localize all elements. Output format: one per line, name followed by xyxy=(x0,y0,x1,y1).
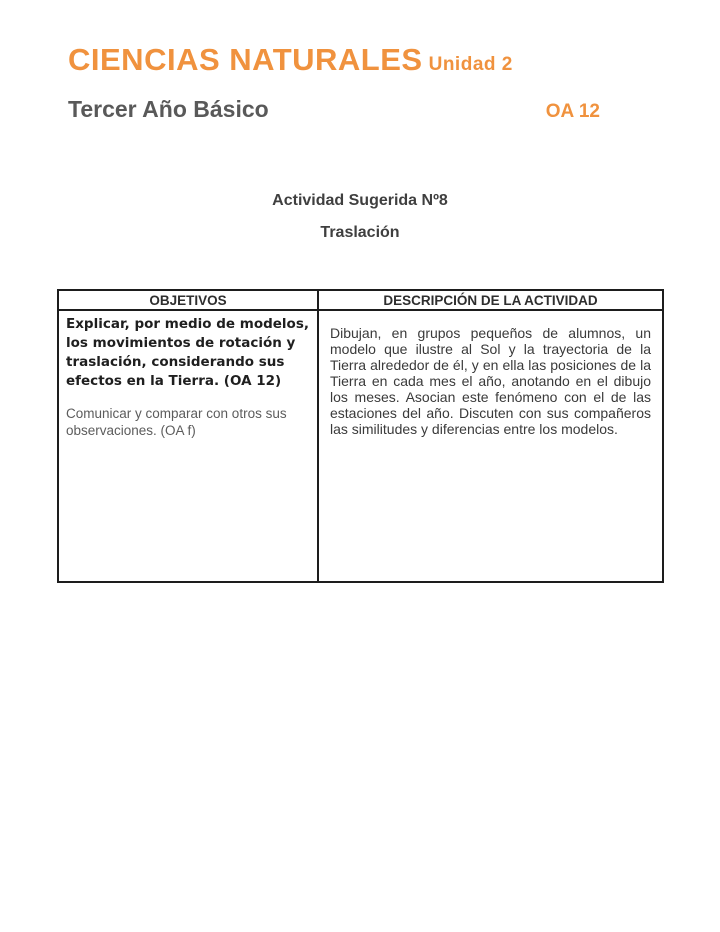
objective-secondary-text: Comunicar y comparar con otros sus observaciones. (OA f) xyxy=(66,406,287,438)
oa-code-badge: OA 12 xyxy=(545,101,600,122)
activity-heading: Actividad Sugerida Nº8 xyxy=(272,192,448,209)
objectives-cell xyxy=(58,310,318,582)
activity-title: Traslación xyxy=(320,224,400,241)
course-title-text: CIENCIAS NATURALES xyxy=(68,42,423,77)
course-title xyxy=(68,42,513,78)
description-column-header: DESCRIPCIÓN DE LA ACTIVIDAD xyxy=(318,290,663,310)
subtitle-row xyxy=(68,96,600,123)
objectives-activity-table xyxy=(57,289,664,583)
grade-level: Tercer Año Básico xyxy=(68,96,269,122)
description-cell xyxy=(318,310,663,582)
objective-primary-text: Explicar, por medio de modelos, los movimientos de rotación y traslación, considerando sus efectos en la Tierra. (OA 12) xyxy=(66,316,309,389)
activity-description-text: Dibujan, en grupos pequeños de alumnos, un modelo que ilustre al Sol y la trayectoria de la Tierra alrededor de él, y en ella las posiciones de la Tierra en cada mes el año, anotando en el dibujo los meses. Asocian este fenómeno con el de las estaciones del año. Discuten con sus compañeros las similitudes y diferencias entre los modelos. xyxy=(330,325,651,437)
table-body-row xyxy=(58,310,663,582)
objectives-column-header: OBJETIVOS xyxy=(58,290,318,310)
unit-label: Unidad 2 xyxy=(428,54,513,75)
table-header-row xyxy=(58,290,663,310)
